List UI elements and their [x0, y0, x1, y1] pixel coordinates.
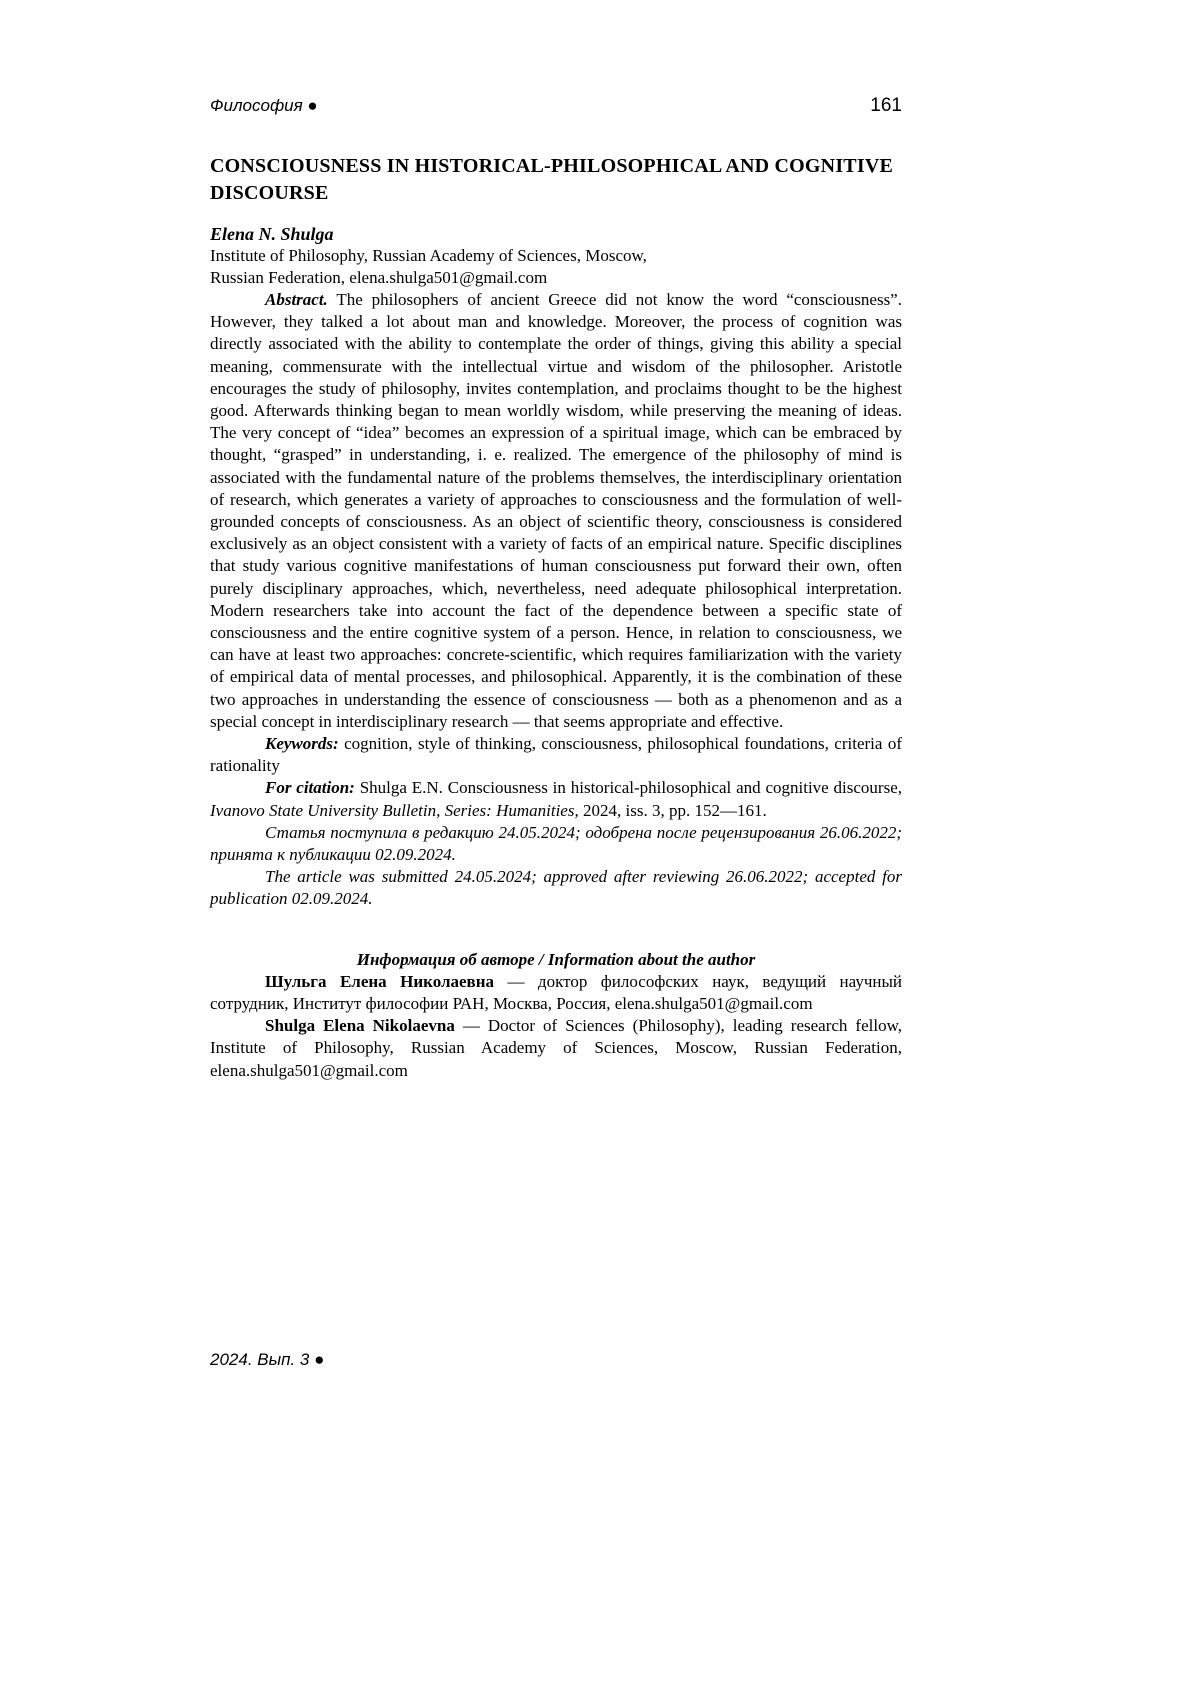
abstract-text: The philosophers of ancient Greece did not know the word “consciousness”. However, they talked a lot about man and knowledge. Moreover, the process of cognition was directly associated with the ability to contemplate the order of things, giving this ability a special meaning, commensurate with the intellectual virtue and wisdom of the philosopher. Aristotle encourages the study of philosophy, invites contemplation, and proclaims thought to be the highest good. Afterwards thinking began to mean worldly wisdom, while preserving the meaning of ideas. The very concept of “idea” becomes an expression of a spiritual image, which can be embraced by thought, “grasped” in understanding, i. e. realized. The emergence of the philosophy of mind is associated with the fundamental nature of the problems themselves, the interdisciplinary orientation of research, which generates a variety of approaches to consciousness and the formulation of well-grounded concepts of consciousness. As an object of scientific theory, consciousness is considered exclusively as an object consistent with a variety of facts of an empirical nature. Specific disciplines that study various cognitive manifestations of human consciousness put forward their own, often purely disciplinary approaches, which, nevertheless, need adequate philosophical interpretation. Modern researchers take into account the fact of the dependence between a specific state of consciousness and the entire cognitive system of a person. Hence, in relation to consciousness, we can have at least two approaches: concrete-scientific, which requires familiarization with the variety of empirical data of mental processes, and philosophical. Apparently, it is the combination of these two approaches in understanding the essence of consciousness — both as a phenomenon and as a special concept in interdisciplinary research — that seems appropriate and effective. — [210, 290, 902, 731]
author-info-heading: Информация об авторе / Information about the author — [356, 949, 756, 969]
submission-dates-russian: Статья поступила в редакцию 24.05.2024; одобрена после рецензирования 26.06.2022; принята к публикации 02.09.2024. — [210, 822, 902, 865]
keywords-paragraph — [210, 733, 902, 777]
citation-text-before: Shulga E.N. Consciousness in historical-philosophical and cognitive discourse, — [359, 778, 903, 798]
submission-dates-english: The article was submitted 24.05.2024; approved after reviewing 26.06.2022; accepted for publication 02.09.2024. — [210, 867, 902, 909]
citation-text-after: 2024, iss. 3, pp. 152—161. — [582, 800, 767, 820]
abstract-label: Abstract. — [265, 290, 328, 309]
citation-label: For citation: — [265, 778, 355, 798]
author-info-english — [210, 1015, 902, 1082]
author-info-russian-name: Шульга Елена Николаевна — [265, 971, 495, 991]
page-content — [210, 95, 902, 1082]
citation-journal-name: Ivanovo State University Bulletin, Series: Humanities, — [210, 800, 579, 820]
author-name: Elena N. Shulga — [210, 224, 334, 244]
affiliation-line-2: Russian Federation, elena.shulga501@gmail.com — [210, 268, 548, 287]
page-footer: 2024. Вып. 3 ● — [210, 1350, 325, 1369]
author-info-russian — [210, 971, 902, 1015]
running-head: Философия ● — [210, 96, 318, 115]
keywords-label: Keywords: — [265, 734, 339, 754]
page-number: 161 — [870, 95, 902, 116]
affiliation-line-1: Institute of Philosophy, Russian Academy of Sciences, Moscow, — [210, 246, 647, 265]
abstract-paragraph — [210, 289, 902, 733]
page-header — [210, 95, 902, 117]
keywords-text: cognition, style of thinking, consciousness, philosophical foundations, criteria of rationality — [210, 734, 903, 776]
author-info-english-text: — Doctor of Sciences (Philosophy), leading research fellow, Institute of Philosophy, Russian Academy of Sciences, Moscow, Russian Federation, elena.shulga501@gmail.com — [210, 1016, 902, 1080]
author-info-russian-text: — доктор философских наук, ведущий научный сотрудник, Институт философии РАН, Москва, Россия, elena.shulga501@gmail.com — [210, 971, 903, 1013]
citation-paragraph — [210, 777, 902, 821]
article-title: CONSCIOUSNESS IN HISTORICAL-PHILOSOPHICAL AND COGNITIVE DISCOURSE — [210, 155, 894, 204]
author-info-english-name: Shulga Elena Nikolaevna — [265, 1016, 455, 1036]
